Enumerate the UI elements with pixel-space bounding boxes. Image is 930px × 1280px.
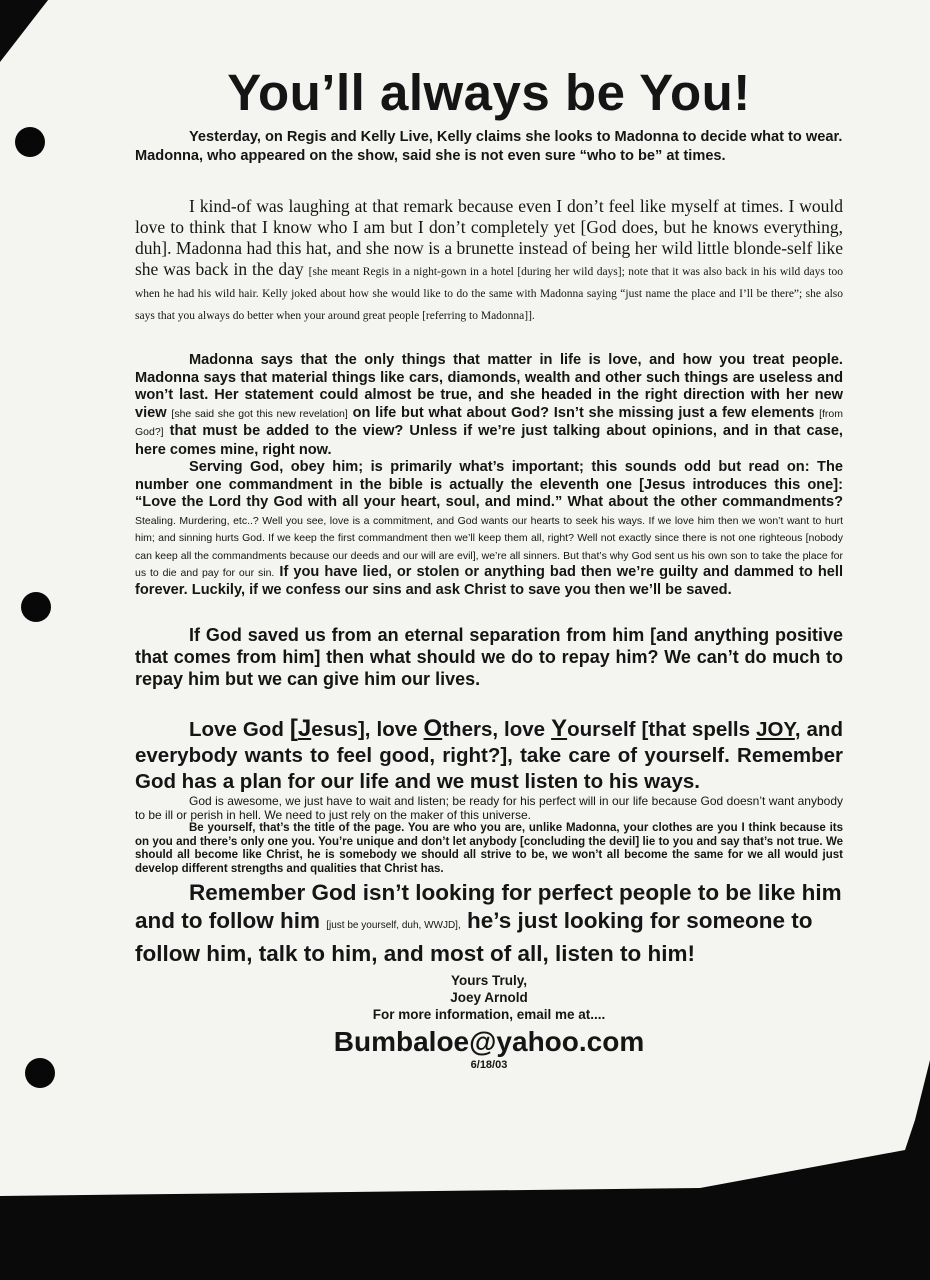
madonna-view-aside-2: [from God?]: [135, 407, 843, 438]
punch-hole-middle: [21, 592, 51, 622]
repay-paragraph: If God saved us from an eternal separation from him [and anything positive that comes from him] then what should we do to repay him? We can’t do much to repay him but we can give him our lives.: [135, 625, 843, 689]
signature-block: [135, 972, 843, 1072]
laughing-main: I kind-of was laughing at that remark because even I don’t feel like myself at times. I would love to think that I know who I am but I don’t completely yet [God does, but he knows everything, duh]. Madonna had this hat, and she now is a brunette instead of being her wild little blonde-self like she was back in the day: [135, 196, 843, 279]
serving-god-paragraph: [135, 459, 843, 599]
document-date: 6/18/03: [470, 1059, 508, 1071]
closing-aside: [just be yourself, duh, WWJD],: [326, 920, 461, 931]
joy-text-1: Love God: [189, 718, 290, 741]
god-awesome-paragraph: God is awesome, we just have to wait and listen; be ready for his perfect will in our life because God doesn’t want anybody to be ill or perish in hell. We need to just rely on the maker of this universe.: [135, 794, 843, 822]
laughing-paragraph: [135, 196, 843, 325]
joy-letter-y: Y: [551, 715, 568, 742]
joy-letter-o: O: [423, 715, 443, 742]
contact-info: For more information, email me at....: [372, 1007, 606, 1022]
be-yourself-paragraph: Be yourself, that’s the title of the page. You are who you are, unlike Madonna, your clothes are you I think because its on you and there’s only one you. You’re unique and don’t let anybody [concluding the devil] lie to you and say that’s not true. We should all become like Christ, he is somebody we should all strive to be, we won’t all become the same for we all would just develop different strengths and qualities that Christ has.: [135, 822, 843, 875]
joy-bracket: [: [289, 715, 298, 742]
author-name: Joey Arnold: [450, 990, 528, 1005]
madonna-view-text-c: that must be added to the view? Unless if we’re just talking about opinions, and in that case, here comes mine, right now.: [135, 423, 843, 458]
folded-corner: [0, 0, 48, 62]
joy-text-3: thers, love: [442, 718, 552, 741]
serving-god-text-b: If you have lied, or stolen or anything bad then we’re guilty and dammed to hell forever. Luckily, if we confess our sins and ask Christ to save you then we’ll be saved.: [135, 564, 844, 598]
joy-paragraph: [135, 716, 843, 795]
closing-text-a: Remember God isn’t looking for perfect people to be like him and to follow him: [135, 880, 842, 933]
serving-god-text-a: Serving God, obey him; is primarily what’s important; this sounds odd but read on: The number one commandment in the bible is actually the eleventh one [Jesus introduces this one]: “Love the Lord thy God with all your heart, soul, and mind.” What about the other commandments?: [135, 459, 843, 510]
intro-paragraph: Yesterday, on Regis and Kelly Live, Kelly claims she looks to Madonna to decide what to wear. Madonna, who appeared on the show, said she is not even sure “who to be” at times.: [135, 129, 843, 164]
serving-god-aside: Stealing. Murdering, etc..? Well you see, love is a commitment, and God wants our hearts to seek his ways. If we love him then we won’t want to hurt him; and sinning hurts God. If we keep the first commandment then we’ll keep them all, right? Well not exactly since there is not one righteous [nobody can keep all the commandments because our deeds and our will are evil], we’re all sinners. But that’s why God sent us his own son to take the place for us to die and pay for our sin.: [135, 514, 843, 579]
email-address: Bumbaloe@yahoo.com: [333, 1026, 645, 1057]
document-body: [135, 62, 843, 1072]
page-title: You’ll always be You!: [227, 64, 751, 121]
joy-text-2: esus], love: [311, 718, 424, 741]
madonna-view-paragraph: [135, 352, 843, 459]
madonna-view-aside-1: [she said she got this new revelation]: [171, 407, 348, 420]
closing-text-b: he’s just looking for someone to follow him, talk to him, and most of all, listen to him!: [135, 908, 813, 966]
laughing-aside: [she meant Regis in a night-gown in a hotel [during her wild days]; note that it was also back in his wild days too when he had his wild hair. Kelly joked about how she would like to do the same with Madonna saying “just name the place and I’ll be there”; she also says that you always do better when your around great people [referring to Madonna]].: [135, 266, 843, 322]
madonna-view-text-a: Madonna says that the only things that matter in life is love, and how you treat people. Madonna says that material things like cars, diamonds, wealth and other such things are useless and won’t last. Her statement could almost be true, and she headed in the right direction with her new view: [135, 352, 843, 421]
closing-salutation: Yours Truly,: [450, 973, 528, 988]
joy-text-4: ourself [that spells: [567, 718, 757, 741]
punch-hole-top: [15, 127, 45, 157]
joy-word: JOY: [756, 718, 795, 741]
joy-letter-j: J: [297, 715, 312, 742]
closing-paragraph: [135, 879, 843, 968]
joy-text-5: , and everybody wants to feel good, right?], take care of yourself. Remember God has a plan for our life and we must listen to his ways.: [135, 718, 843, 793]
madonna-view-text-b: on life but what about God? Isn’t she missing just a few elements: [352, 404, 815, 421]
punch-hole-bottom: [25, 1058, 55, 1088]
